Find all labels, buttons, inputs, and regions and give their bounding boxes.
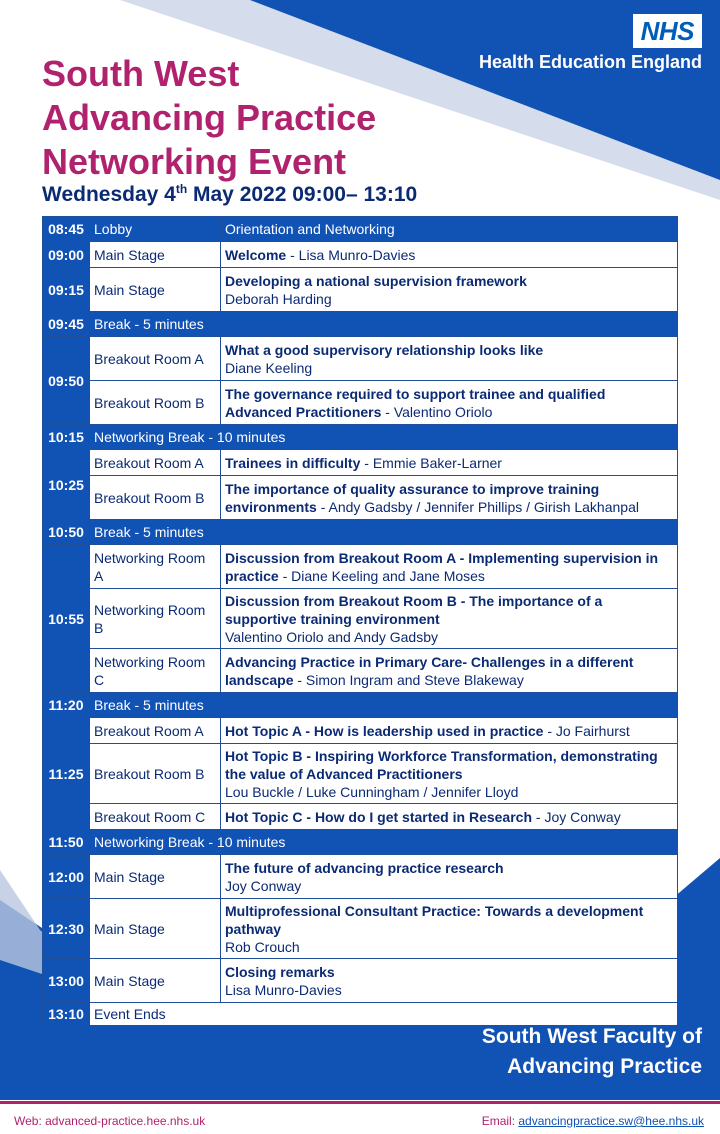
session-venue: Breakout Room B: [90, 744, 221, 804]
faculty-line-2: Advancing Practice: [507, 1055, 702, 1078]
session-speakers: Lou Buckle / Luke Cunningham / Jennifer Lloyd: [225, 783, 519, 800]
session-description: [221, 649, 678, 693]
session-description: [221, 476, 678, 520]
session-time: 13:10: [43, 1003, 90, 1026]
session-venue: Main Stage: [90, 899, 221, 959]
session-speakers: - Lisa Munro-Davies: [286, 246, 416, 263]
session-venue: Networking Break - 10 minutes: [90, 425, 678, 450]
session-description: [221, 855, 678, 899]
session-speakers: - Valentino Oriolo: [381, 403, 493, 420]
session-time: 12:00: [43, 855, 90, 899]
session-title: Hot Topic A - How is leadership used in practice: [225, 722, 544, 739]
session-time: 10:55: [43, 545, 90, 693]
break-row: [43, 830, 678, 855]
session-row: [43, 744, 678, 804]
session-venue: Lobby: [90, 217, 221, 242]
session-venue: Breakout Room B: [90, 381, 221, 425]
session-venue: Networking Room C: [90, 649, 221, 693]
session-title: Hot Topic C - How do I get started in Research: [225, 808, 532, 825]
nhs-hee-logo: [479, 14, 702, 73]
session-time: 09:50: [43, 337, 90, 425]
nhs-logo: NHS: [633, 14, 702, 48]
session-description: [221, 268, 678, 312]
session-row: [43, 476, 678, 520]
session-venue: Event Ends: [90, 1003, 678, 1026]
session-speakers: Joy Conway: [225, 877, 302, 894]
faculty-line-1: South West Faculty of: [481, 1025, 702, 1048]
session-venue: Networking Break - 10 minutes: [90, 830, 678, 855]
date-day: Wednesday 4: [42, 183, 176, 206]
session-venue: Break - 5 minutes: [90, 312, 678, 337]
session-description: [221, 450, 678, 476]
session-title: Discussion from Breakout Room A - Implementing supervision in practice: [225, 549, 659, 584]
session-title: What a good supervisory relationship looks like: [225, 341, 544, 358]
session-description: [221, 804, 678, 830]
session-venue: Breakout Room B: [90, 476, 221, 520]
session-title: Closing remarks: [225, 963, 335, 980]
date-suffix: th: [175, 182, 188, 196]
organisation-name: Health Education England: [478, 52, 702, 72]
session-row: [43, 959, 678, 1003]
session-title: The future of advancing practice research: [225, 859, 504, 876]
web-address: Web: advanced-practice.hee.nhs.uk: [14, 1114, 206, 1128]
session-time: 10:50: [43, 520, 90, 545]
session-speakers: Valentino Oriolo and Andy Gadsby: [225, 628, 438, 645]
programme-table: [42, 216, 678, 1026]
session-row: [43, 268, 678, 312]
title-line-2: Advancing Practice: [42, 97, 377, 138]
session-row: [43, 899, 678, 959]
session-venue: Break - 5 minutes: [90, 520, 678, 545]
session-speakers: - Andy Gadsby / Jennifer Phillips / Girish Lakhanpal: [316, 498, 639, 515]
break-row: [43, 520, 678, 545]
session-description: [221, 744, 678, 804]
email-contact: [482, 1114, 704, 1128]
session-description: [221, 337, 678, 381]
session-venue: Break - 5 minutes: [90, 693, 678, 718]
session-venue: Breakout Room A: [90, 718, 221, 744]
session-row: [43, 589, 678, 649]
footer: [0, 1101, 720, 1134]
email-label: Email:: [481, 1114, 519, 1128]
session-time: 08:45: [43, 217, 90, 242]
break-row: [43, 312, 678, 337]
session-row: [43, 804, 678, 830]
session-speakers: - Simon Ingram and Steve Blakeway: [293, 671, 524, 688]
session-row: [43, 337, 678, 381]
session-description: [221, 899, 678, 959]
session-description: Orientation and Networking: [221, 217, 678, 242]
session-time: 09:15: [43, 268, 90, 312]
session-title: Developing a national supervision framework: [225, 272, 527, 289]
session-speakers: Lisa Munro-Davies: [225, 981, 342, 998]
break-row: [43, 217, 678, 242]
break-row: [43, 425, 678, 450]
session-venue: Breakout Room C: [90, 804, 221, 830]
session-row: [43, 718, 678, 744]
session-row: [43, 450, 678, 476]
session-title: Advancing Practice in Primary Care- Challenges in a different landscape: [225, 653, 634, 688]
session-description: [221, 381, 678, 425]
session-venue: Breakout Room A: [90, 450, 221, 476]
break-row: [43, 693, 678, 718]
session-venue: Main Stage: [90, 959, 221, 1003]
page-title: [42, 52, 376, 184]
email-link[interactable]: advancingpractice.sw@hee.nhs.uk: [518, 1114, 704, 1128]
session-row: [43, 855, 678, 899]
event-date: [42, 182, 417, 207]
session-description: [221, 718, 678, 744]
session-description: [221, 545, 678, 589]
session-time: 10:15: [43, 425, 90, 450]
session-time: 13:00: [43, 959, 90, 1003]
session-time: 11:50: [43, 830, 90, 855]
session-speakers: - Jo Fairhurst: [543, 722, 630, 739]
session-title: Hot Topic B - Inspiring Workforce Transformation, demonstrating the value of Advanced Practitioners: [225, 747, 658, 782]
session-venue: Networking Room A: [90, 545, 221, 589]
date-rest: May 2022 09:00– 13:10: [187, 183, 418, 206]
session-row: [43, 381, 678, 425]
session-row: [43, 545, 678, 589]
session-row: [43, 649, 678, 693]
session-description: [221, 959, 678, 1003]
session-speakers: - Diane Keeling and Jane Moses: [278, 567, 485, 584]
title-line-3: Networking Event: [42, 141, 347, 182]
session-speakers: Rob Crouch: [225, 938, 300, 955]
session-speakers: - Joy Conway: [532, 808, 621, 825]
session-speakers: - Emmie Baker-Larner: [360, 454, 502, 471]
session-description: [221, 242, 678, 268]
session-time: 09:45: [43, 312, 90, 337]
session-venue: Networking Room B: [90, 589, 221, 649]
session-title: Trainees in difficulty: [225, 454, 361, 471]
session-venue: Main Stage: [90, 855, 221, 899]
session-row: [43, 242, 678, 268]
session-title: The governance required to support trainee and qualified Advanced Practitioners: [225, 385, 606, 420]
session-title: Multiprofessional Consultant Practice: Towards a development pathway: [225, 902, 644, 937]
session-time: 11:25: [43, 718, 90, 830]
session-venue: Main Stage: [90, 268, 221, 312]
session-time: 11:20: [43, 693, 90, 718]
session-speakers: Deborah Harding: [225, 290, 332, 307]
session-venue: Breakout Room A: [90, 337, 221, 381]
session-time: 09:00: [43, 242, 90, 268]
session-title: The importance of quality assurance to improve training environments: [225, 480, 600, 515]
session-time: 12:30: [43, 899, 90, 959]
session-venue: Main Stage: [90, 242, 221, 268]
session-title: Welcome: [225, 246, 287, 263]
session-description: [221, 589, 678, 649]
session-title: Discussion from Breakout Room B - The importance of a supportive training environment: [225, 592, 603, 627]
session-speakers: Diane Keeling: [225, 359, 313, 376]
session-time: 10:25: [43, 450, 90, 520]
faculty-name: [482, 1022, 702, 1082]
title-line-1: South West: [42, 53, 240, 94]
